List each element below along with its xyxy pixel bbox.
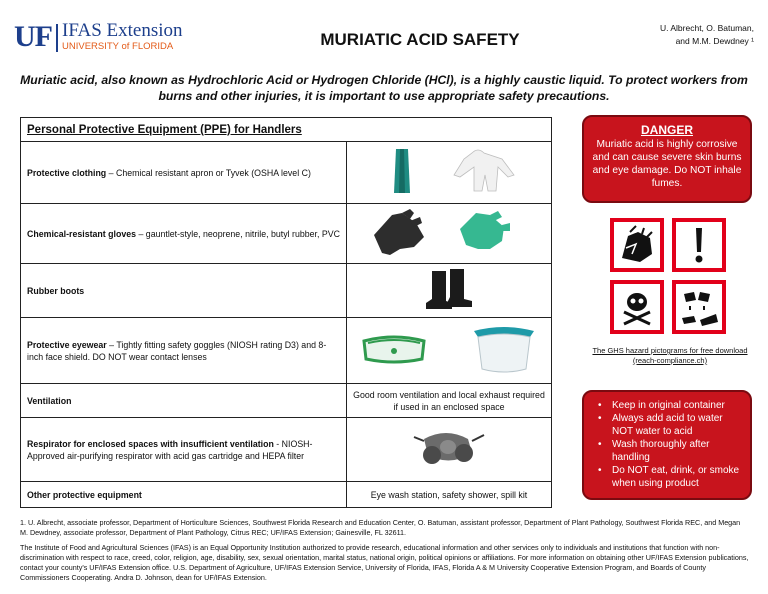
goggles-and-face-shield-icon: [354, 321, 544, 377]
page-title: MURIATIC ACID SAFETY: [320, 30, 520, 49]
boots-icon: [354, 267, 544, 311]
legal-statement: The Institute of Food and Agricultural Sciences (IFAS) is an Equal Opportunity Institution authorized to provide research, educational information and other services only to individuals and institutions that function with non-discrimination with respect to race, creed, color, religion, age, disability, sex, sexual orientation, marital status, national origin, political opinions or affiliations. For more information on obtaining other UF/IFAS Extension publications, contact your county's UF/IFAS Extension office. U.S. Department of Agriculture, UF/IFAS Extension Service, University of Florida, IFAS, Florida A & M University Cooperative Extension Program, and Boards of County Commissioners Cooperating. Andra D. Johnson, dean for UF/IFAS Extension.: [20, 543, 749, 582]
authors-line-2: and M.M. Dewdney ¹: [675, 36, 754, 46]
list-item: • Do NOT eat, drink, or smoke when using product: [590, 464, 744, 490]
ppe-row-label: Chemical-resistant gloves: [27, 228, 137, 239]
intro-text: Muriatic acid, also known as Hydrochloric Acid or Hydrogen Chloride (HCl), is a highly caustic liquid. To protect workers from burns and other injuries, it is important to use appropriate safety precautions.: [20, 73, 748, 103]
eyewear-image: [347, 318, 552, 384]
explosive-icon: [610, 218, 664, 272]
safety-tips-box: [582, 390, 752, 500]
ppe-row-label: Other protective equipment: [27, 489, 142, 500]
table-row: [21, 204, 552, 264]
ppe-row-desc: – Tightly fitting safety goggles (NIOSH rating D3) and 8-inch face shield. DO NOT wear contact lenses: [27, 339, 327, 362]
ppe-row-label: Respirator for enclosed spaces with insufficient ventilation: [27, 438, 274, 449]
ghs-pictograms: [610, 218, 730, 338]
ppe-row-desc: – Chemical resistant apron or Tyvek (OSHA level C): [106, 167, 311, 178]
ppe-row-desc: – gauntlet-style, neoprene, nitrile, butyl rubber, PVC: [136, 228, 340, 239]
rubber-boots-image: [347, 264, 552, 318]
danger-title: DANGER: [640, 123, 693, 137]
table-row: [21, 384, 552, 418]
logo-university-text: UNIVERSITY of FLORIDA: [62, 41, 174, 52]
list-item: • Always add acid to water NOT water to acid: [590, 412, 744, 438]
logo-ifas-text: IFAS Extension: [62, 20, 183, 41]
gloves-image: [347, 204, 552, 264]
protective-clothing-image: [347, 142, 552, 204]
table-row: [21, 482, 552, 508]
list-item: • Wash thoroughly after handling: [590, 438, 744, 464]
ppe-table-header: Personal Protective Equipment (PPE) for Handlers: [27, 123, 302, 136]
skull-crossbones-icon: [610, 280, 664, 334]
ppe-header-row: [21, 118, 552, 142]
table-row: [21, 318, 552, 384]
ventilation-requirement: Good room ventilation and local exhaust required if used in an enclosed space: [347, 384, 552, 418]
logo-divider: [56, 24, 58, 52]
ppe-row-desc: - NIOSH-Approved air-purifying respirator with acid gas cartridge and HEPA filter: [27, 438, 313, 461]
safety-tips-list: [590, 399, 744, 490]
ppe-row-label: Ventilation: [27, 395, 72, 406]
apron-and-tyvek-icon: [354, 145, 544, 197]
authors-line-1: U. Albrecht, O. Batuman,: [659, 23, 754, 33]
other-equipment: Eye wash station, safety shower, spill kit: [347, 482, 552, 508]
ppe-row-label: Rubber boots: [27, 285, 85, 296]
ppe-table: [20, 117, 552, 508]
table-row: [21, 142, 552, 204]
uf-ifas-logo: [14, 20, 194, 56]
danger-box: [582, 115, 752, 203]
gloves-icon: [354, 207, 544, 257]
author-footnote: 1. U. Albrecht, associate professor, Department of Horticulture Sciences, Southwest Florida Research and Education Center, O. Batuman, assistant professor, Department of Plant Pathology, Southwest Florida REC, and Megan M. Dewdney, associate professor, Department of Plant Pathology, Citrus REC; UF/IFAS Extension; Gainesville, FL 32611.: [20, 518, 741, 537]
list-item: • Keep in original container: [590, 399, 744, 412]
table-row: [21, 418, 552, 482]
corrosion-icon: [672, 280, 726, 334]
table-row: [21, 264, 552, 318]
ppe-row-label: Protective clothing: [27, 167, 107, 178]
respirator-icon: [354, 423, 544, 473]
exclamation-icon: [672, 218, 726, 272]
authors: [554, 22, 754, 48]
logo-uf-text: UF: [14, 20, 52, 53]
danger-text: Muriatic acid is highly corrosive and can cause severe skin burns and eye damage. Do NOT inhale fumes.: [592, 139, 742, 189]
respirator-image: [347, 418, 552, 482]
ghs-caption-link[interactable]: The GHS hazard pictograms for free download (reach-compliance.ch): [592, 346, 748, 365]
ppe-row-label: Protective eyewear: [27, 339, 107, 350]
